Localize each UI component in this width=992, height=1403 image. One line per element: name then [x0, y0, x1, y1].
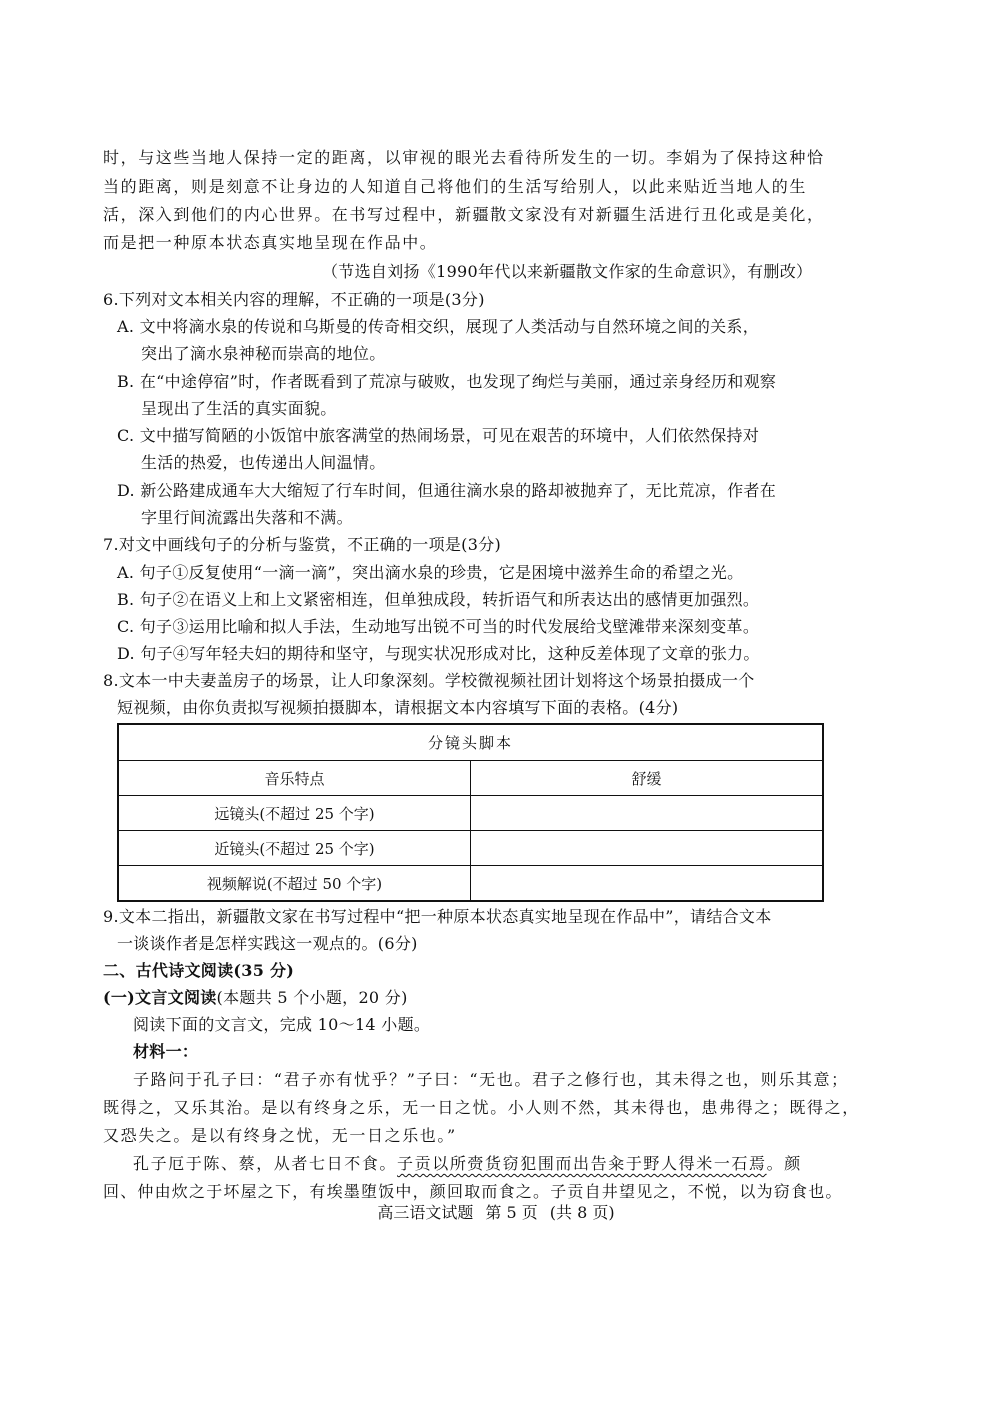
question-7-stem: 7.对文中画线句子的分析与鉴赏，不正确的一项是(3分)	[103, 535, 502, 554]
question-6-option-d-cont: 字里行间流露出失落和不满。	[141, 508, 353, 527]
row-value-blank	[471, 796, 824, 831]
subsection-title: (一)文言文阅读	[103, 988, 217, 1007]
question-6-option-b-cont: 呈现出了生活的真实面貌。	[141, 399, 337, 418]
question-8-line: 8.文本一中夫妻盖房子的场景，让人印象深刻。学校微视频社团计划将这个场景拍摄成一个	[103, 671, 755, 690]
question-7-option-c: C. 句子③运用比喻和拟人手法，生动地写出锐不可当的时代发展给戈壁滩带来深刻变革。	[117, 617, 760, 636]
question-7-option-b: B. 句子②在语义上和上文紧密相连，但单独成段，转折语气和所表达出的感情更加强烈。	[117, 590, 760, 609]
row-label: 音乐特点	[118, 761, 471, 796]
question-6-option-b: B. 在“中途停宿”时，作者既看到了荒凉与破败，也发现了绚烂与美丽，通过亲身经历和观察	[117, 372, 777, 391]
question-6-option-a-cont: 突出了滴水泉神秘而崇高的地位。	[141, 344, 386, 363]
question-6-option-c: C. 文中描写简陋的小饭馆中旅客满堂的热闹场景，可见在艰苦的环境中，人们依然保持对	[117, 426, 760, 445]
passage-line: 而是把一种原本状态真实地呈现在作品中。	[103, 233, 438, 252]
table-row	[118, 796, 823, 831]
row-value-blank	[471, 831, 824, 866]
passage-line: 时，与这些当地人保持一定的距离，以审视的眼光去看待所发生的一切。李娟为了保持这种恰	[103, 148, 825, 167]
classical-line: 既得之，又乐其治。是以有终身之乐，无一日之忧。小人则不然，其未得也，患弗得之；既得之，	[103, 1098, 860, 1117]
classical-line	[133, 1153, 802, 1175]
source-citation: （节选自刘扬《1990年代以来新疆散文作家的生命意识》，有删改）	[322, 262, 813, 281]
subsection-note: (本题共 5 个小题，20 分)	[216, 988, 408, 1007]
page-footer	[0, 1202, 992, 1224]
question-6-option-c-cont: 生活的热爱，也传递出人间温情。	[141, 453, 386, 472]
question-8-line: 短视频，由你负责拟写视频拍摄脚本，请根据文本内容填写下面的表格。(4分)	[117, 698, 679, 717]
question-9-line: 一谈谈作者是怎样实践这一观点的。(6分)	[117, 934, 418, 953]
wavy-underlined-sentence: 子贡以所赍货窃犯围而出告籴于野人得米一石焉	[397, 1154, 767, 1173]
table-row	[118, 831, 823, 866]
passage-line: 当的距离，则是刻意不让身边的人知道自己将他们的生活写给别人，以此来贴近当地人的生	[103, 177, 808, 196]
classical-text: 孔子厄于陈、蔡，从者七日不食。	[133, 1154, 398, 1173]
question-6-stem: 6.下列对文本相关内容的理解，不正确的一项是(3分)	[103, 290, 485, 309]
classical-line: 又恐失之。是以有终身之忧，无一日之乐也。”	[103, 1126, 457, 1145]
question-9-line: 9.文本二指出，新疆散文家在书写过程中“把一种原本状态真实地呈现在作品中”，请结合文本	[103, 907, 772, 926]
row-value: 舒缓	[471, 761, 824, 796]
question-6-option-a: A. 文中将滴水泉的传说和乌斯曼的传奇相交织，展现了人类活动与自然环境之间的关系，	[117, 317, 760, 336]
table-row	[118, 761, 823, 796]
footer-total: (共 8 页)	[549, 1203, 615, 1222]
question-7-option-a: A. 句子①反复使用“一滴一滴”，突出滴水泉的珍贵，它是困境中滋养生命的希望之光。	[117, 563, 744, 582]
footer-page: 第 5 页	[485, 1203, 538, 1222]
row-label: 远镜头(不超过 25 个字)	[118, 796, 471, 831]
storyboard-title: 分镜头脚本	[118, 724, 823, 761]
question-6-option-d: D. 新公路建成通车大大缩短了行车时间，但通往滴水泉的路却被抛弃了，无比荒凉，作者在	[117, 481, 777, 500]
row-label: 近镜头(不超过 25 个字)	[118, 831, 471, 866]
classical-text: 。颜	[766, 1154, 802, 1173]
footer-title: 高三语文试题	[377, 1203, 474, 1222]
section-heading: 二、古代诗文阅读(35 分)	[103, 961, 295, 980]
row-value-blank	[471, 866, 824, 902]
material-label: 材料一：	[133, 1042, 199, 1061]
reading-instruction: 阅读下面的文言文，完成 10～14 小题。	[133, 1015, 431, 1034]
row-label: 视频解说(不超过 50 个字)	[118, 866, 471, 902]
table-row	[118, 866, 823, 902]
subsection-heading	[103, 987, 408, 1009]
question-7-option-d: D. 句子④写年轻夫妇的期待和坚守，与现实状况形成对比，这种反差体现了文章的张力。	[117, 644, 760, 663]
passage-line: 活，深入到他们的内心世界。在书写过程中，新疆散文家没有对新疆生活进行丑化或是美化，	[103, 205, 825, 224]
classical-line: 子路问于孔子曰：“君子亦有忧乎？”子曰：“无也。君子之修行也，其未得之也，则乐其意；	[133, 1070, 849, 1089]
storyboard-table	[117, 723, 824, 902]
classical-line: 回、仲由炊之于坏屋之下，有埃墨堕饭中，颜回取而食之。子贡自井望见之，不悦，以为窃食也。	[103, 1182, 843, 1201]
